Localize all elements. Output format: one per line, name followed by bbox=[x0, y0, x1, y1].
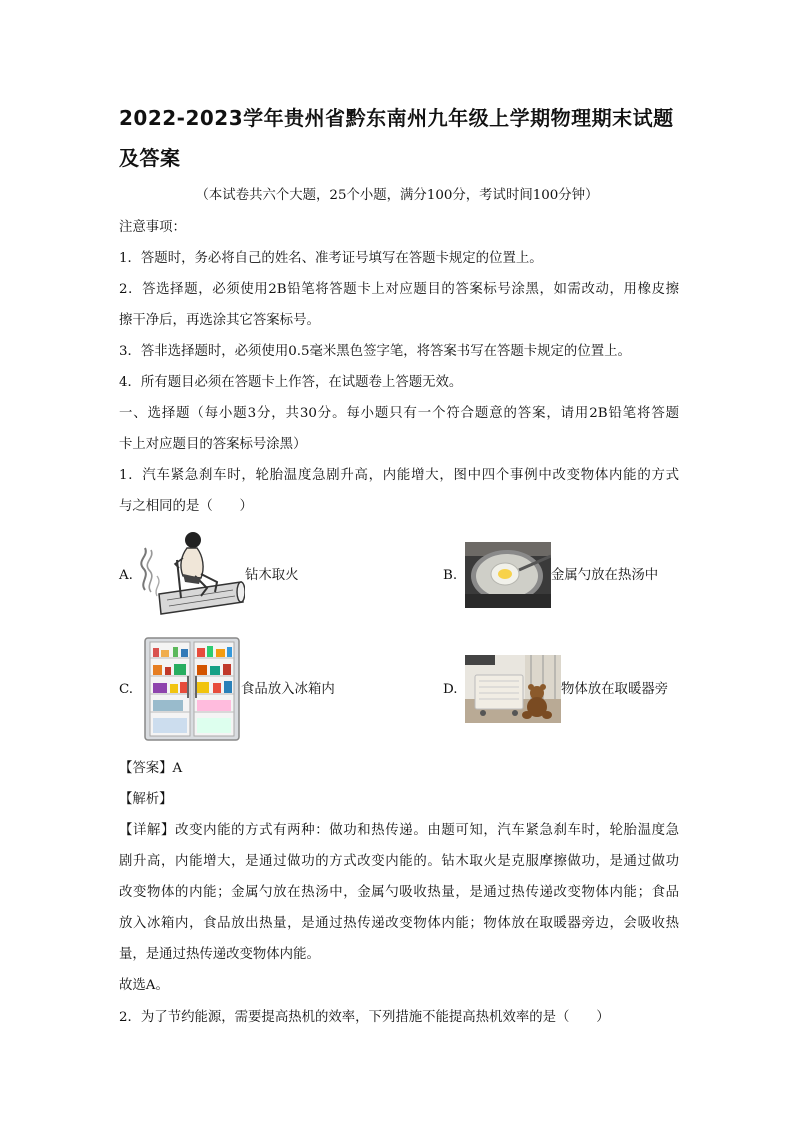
q1-stem-line2: 与之相同的是（ ） bbox=[119, 499, 253, 514]
document-title-line1: 2022-2023学年贵州省黔东南州九年级上学期物理期末试题 bbox=[119, 106, 674, 130]
q1-detail-line5: 量，是通过热传递改变物体内能。 bbox=[119, 947, 320, 962]
q1-detail-text-1: 改变内能的方式有两种：做功和热传递。由题可知，汽车紧急刹车时，轮胎温度急 bbox=[175, 823, 679, 838]
q1-option-b-letter: B. bbox=[443, 568, 458, 583]
q1-option-c-letter: C. bbox=[119, 682, 134, 697]
notice-item-3: 3．答非选择题时，必须使用0.5毫米黑色签字笔，将答案书写在答题卡规定的位置上。 bbox=[119, 344, 631, 359]
notice-item-4: 4．所有题目必须在答题卡上作答，在试题卷上答题无效。 bbox=[119, 375, 463, 390]
q1-option-a-letter: A. bbox=[119, 568, 133, 583]
q1-conclusion: 故选A。 bbox=[119, 978, 169, 993]
q1-analysis-label: 【解析】 bbox=[119, 792, 173, 807]
document-title-line2: 及答案 bbox=[119, 146, 181, 170]
q1-option-d-text: 物体放在取暖器旁 bbox=[561, 682, 669, 697]
exam-note: （本试卷共六个大题，25个小题，满分100分，考试时间100分钟） bbox=[195, 188, 599, 203]
q1-detail-line3: 改变物体的内能；金属勺放在热汤中，金属勺吸收热量，是通过热传递改变物体内能；食品 bbox=[119, 885, 679, 900]
q1-answer: 【答案】A bbox=[119, 761, 183, 776]
q1-option-b-text: 金属勺放在热汤中 bbox=[551, 568, 659, 583]
q1-option-a-text: 钻木取火 bbox=[245, 568, 299, 583]
heater-teddy-bear-icon bbox=[465, 655, 561, 723]
q1-option-d-letter: D. bbox=[443, 682, 458, 697]
notice-item-2-cont: 擦干净后，再选涂其它答案标号。 bbox=[119, 313, 320, 328]
notice-item-2: 2．答选择题，必须使用2B铅笔将答题卡上对应题目的答案标号涂黑，如需改动，用橡皮擦 bbox=[119, 282, 679, 297]
q2-stem: 2．为了节约能源，需要提高热机的效率，下列措施不能提高热机效率的是（ ） bbox=[119, 1010, 610, 1025]
q1-detail-line4: 放入冰箱内，食品放出热量，是通过热传递改变物体内能；物体放在取暖器旁边，会吸收热 bbox=[119, 916, 679, 931]
notice-item-1: 1．答题时，务必将自己的姓名、准考证号填写在答题卡规定的位置上。 bbox=[119, 251, 543, 266]
section1-heading-cont: 卡上对应题目的答案标号涂黑） bbox=[119, 437, 307, 452]
drilling-wood-fire-icon bbox=[137, 530, 245, 618]
q1-detail-line2: 剧升高，内能增大，是通过做功的方式改变内能的。钻木取火是克服摩擦做功，是通过做功 bbox=[119, 854, 679, 869]
q1-detail-label: 【详解】 bbox=[119, 823, 176, 838]
q1-stem-line1: 1．汽车紧急刹车时，轮胎温度急剧升高，内能增大，图中四个事例中改变物体内能的方式 bbox=[119, 468, 679, 483]
q1-detail-line1 bbox=[119, 821, 679, 841]
notice-heading: 注意事项： bbox=[119, 220, 186, 235]
q1-option-c-text: 食品放入冰箱内 bbox=[241, 682, 335, 697]
section1-heading: 一、选择题（每小题3分，共30分。每小题只有一个符合题意的答案，请用2B铅笔将答题 bbox=[119, 406, 679, 421]
spoon-in-hot-soup-icon bbox=[465, 542, 551, 608]
refrigerator-icon bbox=[143, 636, 241, 742]
